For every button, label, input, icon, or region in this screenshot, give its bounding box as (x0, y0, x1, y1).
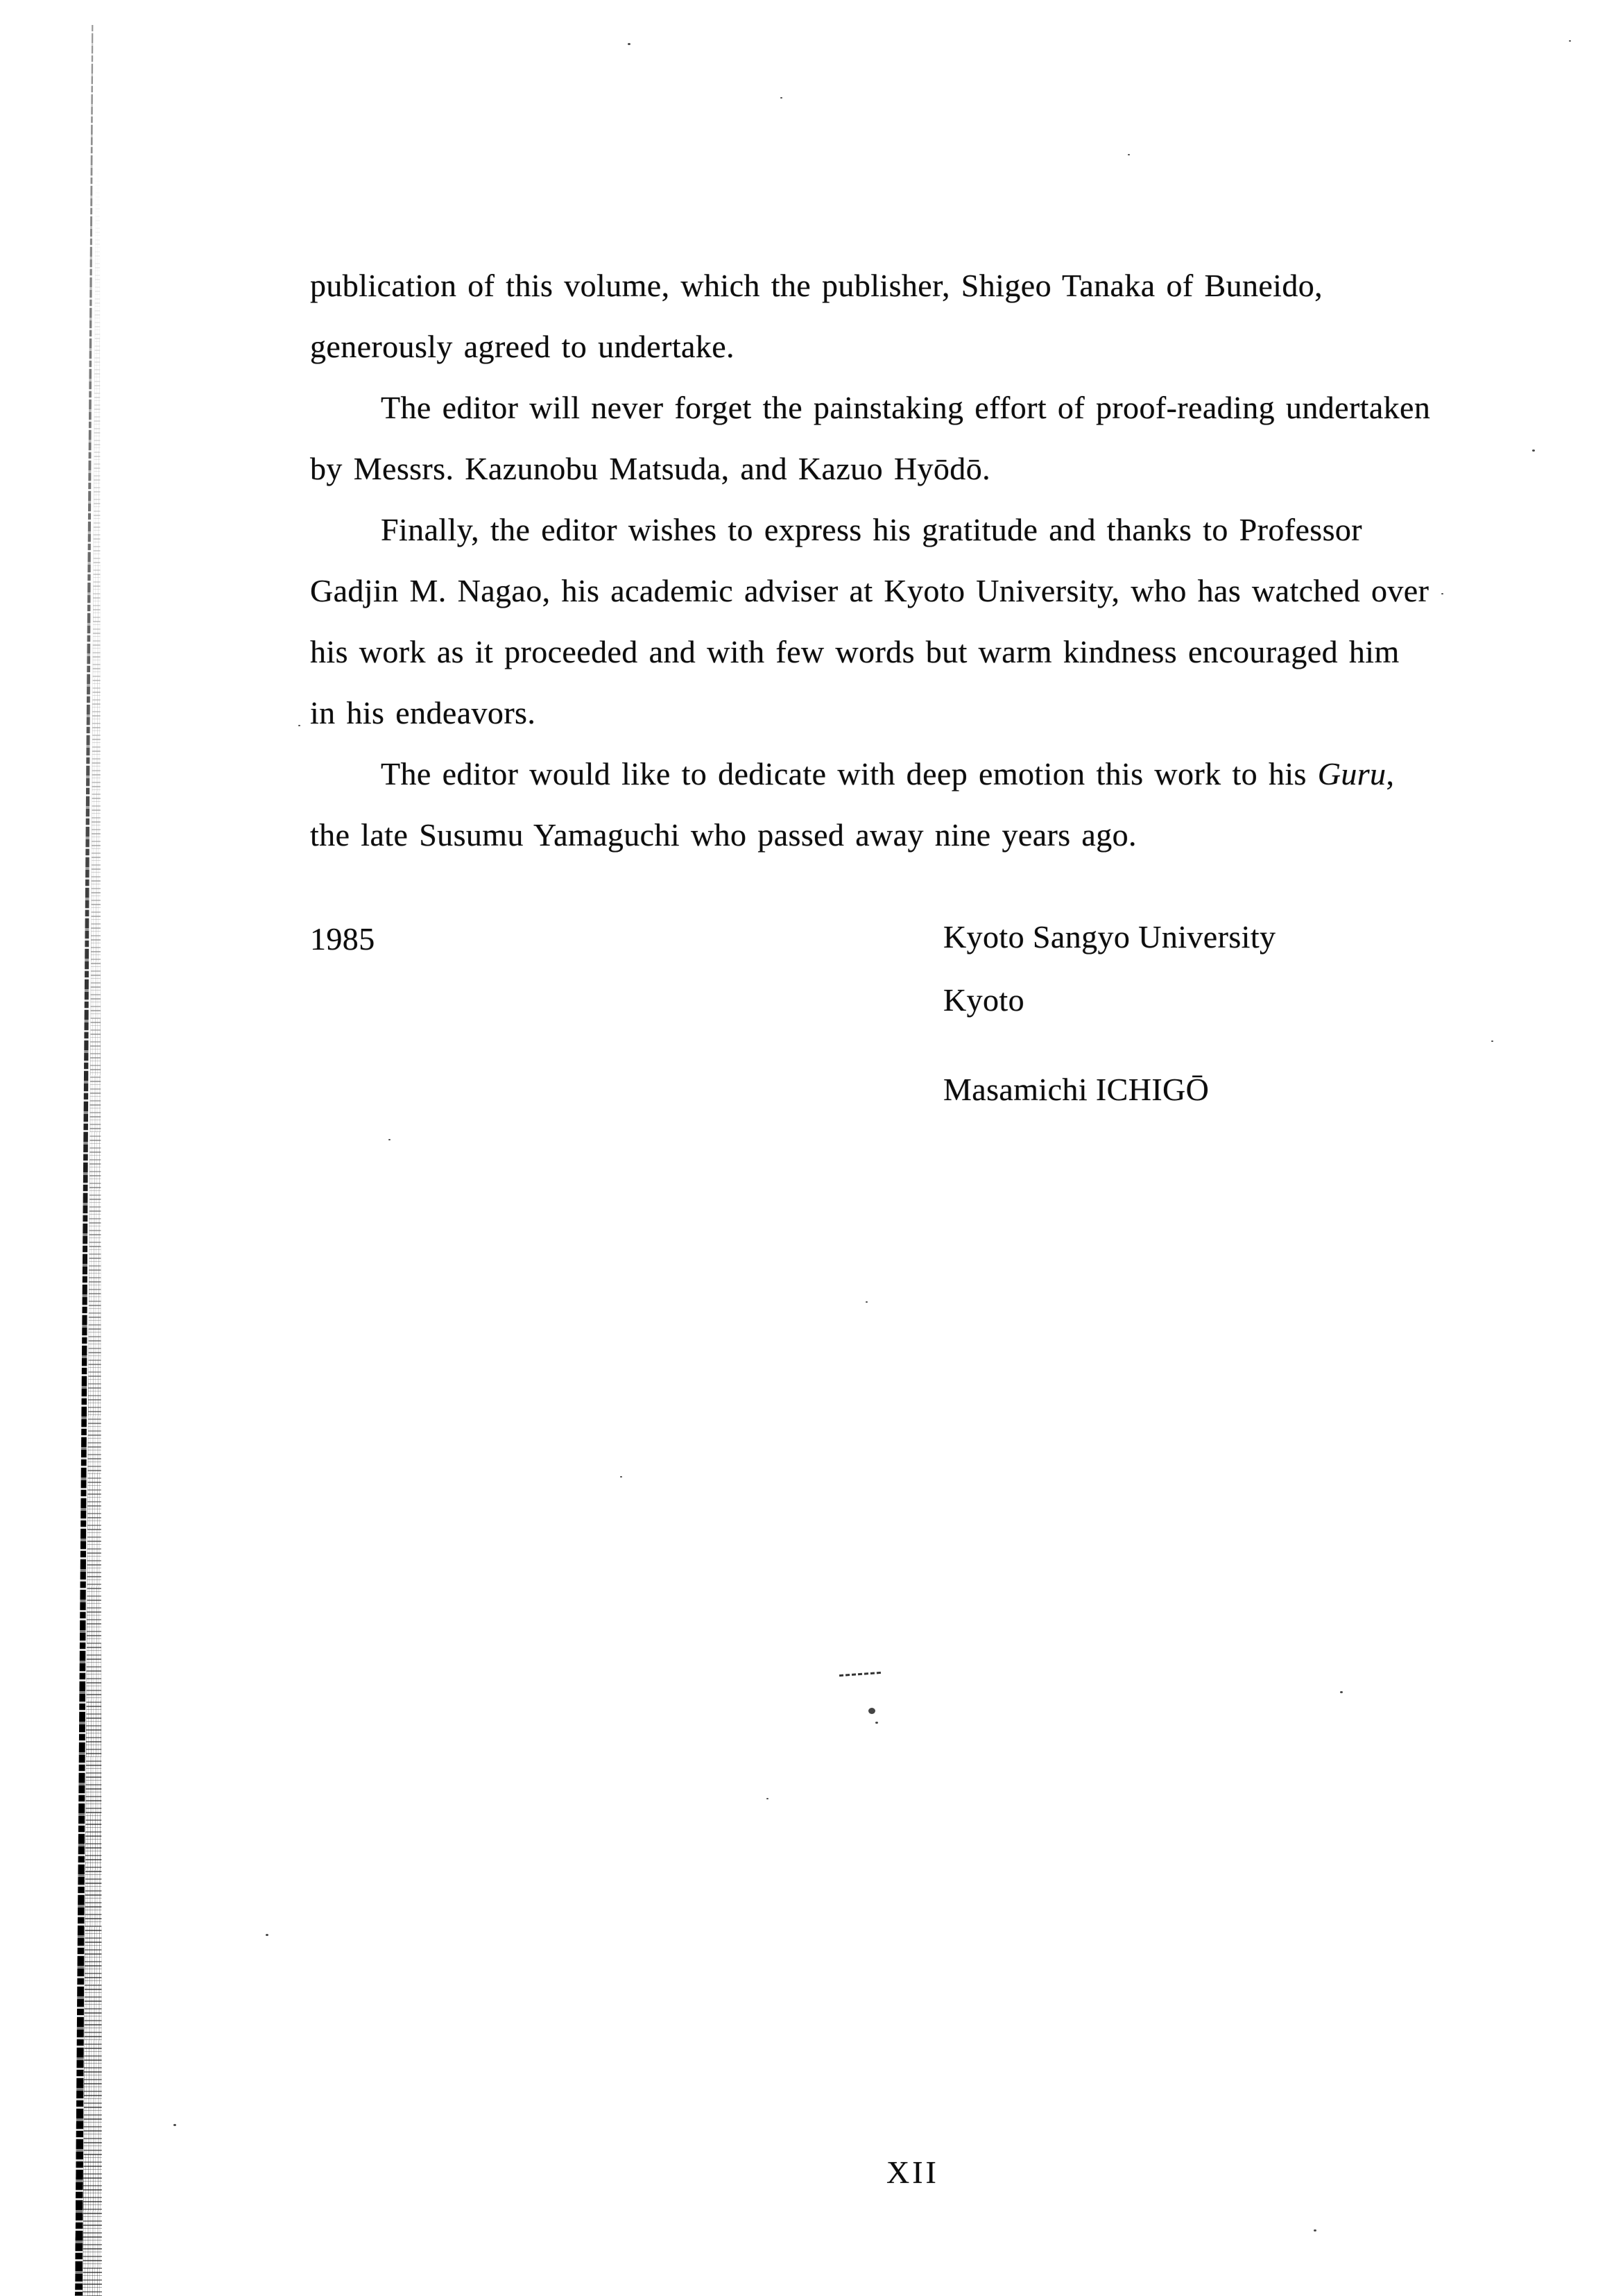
noise-speck (866, 1301, 868, 1303)
text-segment: Finally, the editor wishes to express his gratitude and thanks to Professor (381, 512, 1363, 547)
noise-speck (766, 1798, 768, 1799)
binding-shadow-artifact (65, 25, 123, 2296)
text-segment: , (1386, 756, 1395, 791)
text-segment: generously agreed to undertake. (310, 329, 735, 364)
preface-body-text (310, 255, 1623, 866)
text-segment: by Messrs. Kazunobu Matsuda, and Kazuo Hyōdō. (310, 451, 991, 486)
text-segment: publication of this volume, which the publisher, Shigeo Tanaka of Buneido, (310, 268, 1323, 303)
binding-speckle (83, 161, 115, 2296)
signature-editor-name: Masamichi ICHIGŌ (943, 1072, 1210, 1107)
text-segment: his work as it proceeded and with few words but warm kindness encouraged him (310, 634, 1400, 669)
text-segment: in his endeavors. (310, 695, 536, 730)
noise-speck (1340, 1691, 1343, 1693)
text-line (310, 438, 1623, 499)
noise-speck (1314, 2229, 1316, 2231)
text-segment: The editor will never forget the painstaking effort of proof-reading undertaken (381, 390, 1431, 425)
text-line (310, 377, 1623, 438)
signature-university: Kyoto Sangyo University (943, 919, 1276, 954)
text-line (310, 622, 1623, 683)
text-line (310, 560, 1623, 622)
noise-speck (298, 725, 300, 726)
year-line: 1985 (310, 921, 375, 957)
text-line (310, 316, 1623, 377)
noise-squiggle (839, 1672, 881, 1677)
text-segment: Gadjin M. Nagao, his academic adviser at Kyoto University, who has watched over (310, 573, 1429, 608)
noise-speck (1491, 1040, 1493, 1042)
noise-speck (1569, 40, 1571, 42)
noise-speck (875, 1722, 878, 1724)
text-line (310, 683, 1623, 744)
text-segment: The editor would like to dedicate with deep emotion this work to his (381, 756, 1318, 791)
noise-speck (388, 1139, 390, 1140)
noise-speck (266, 1934, 268, 1936)
noise-speck (780, 97, 782, 98)
text-line (310, 255, 1623, 316)
noise-speck (868, 1708, 875, 1714)
text-segment: the late Susumu Yamaguchi who passed away nine years ago. (310, 817, 1137, 853)
text-line (310, 805, 1623, 866)
noise-speck (628, 43, 630, 45)
binding-core-streak (75, 25, 96, 2296)
text-line (310, 744, 1623, 805)
page-number: XII (886, 2154, 939, 2190)
signature-city: Kyoto (943, 982, 1024, 1018)
noise-speck (620, 1476, 622, 1477)
italic-text: Guru (1317, 756, 1386, 791)
text-line (310, 499, 1623, 560)
noise-speck (173, 2124, 176, 2126)
noise-speck (1128, 154, 1130, 155)
